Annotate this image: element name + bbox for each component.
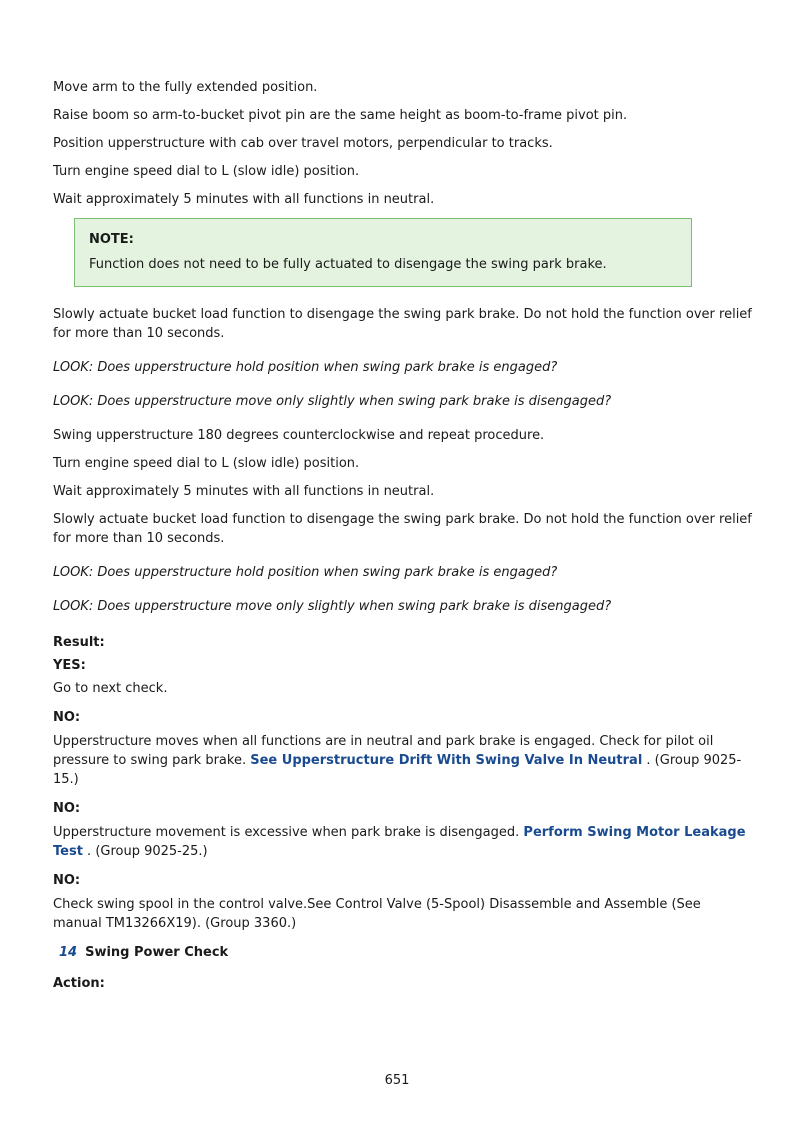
step-engine-speed: Turn engine speed dial to L (slow idle) position. — [53, 164, 360, 179]
step-extend-arm: Move arm to the fully extended position. — [53, 80, 318, 95]
yes-text: Go to next check. — [53, 681, 168, 696]
no-label-3: NO: — [53, 873, 81, 888]
step-raise-boom: Raise boom so arm-to-bucket pivot pin are the same height as boom-to-frame pivot pin. — [53, 108, 628, 123]
yes-label: YES: — [53, 658, 86, 673]
swing-motor-leakage-link[interactable]: Perform Swing Motor Leakage Test — [53, 825, 746, 859]
step-swing-180: Swing upperstructure 180 degrees counterclockwise and repeat procedure. — [53, 428, 545, 443]
note-text: Function does not need to be fully actuated to disengage the swing park brake. — [89, 257, 607, 272]
look-move-slightly-2: LOOK: Does upperstructure move only slightly when swing park brake is disengaged? — [53, 599, 612, 614]
no-label-2: NO: — [53, 801, 81, 816]
step-actuate-bucket: Slowly actuate bucket load function to disengage the swing park brake. Do not hold the function over relief for more than 10 seconds. — [53, 307, 752, 341]
section-heading — [59, 943, 753, 962]
no-text-1-suffix: . (Group 9025-15.) — [53, 753, 742, 787]
no-text-2-suffix: . (Group 9025-25.) — [82, 844, 208, 859]
step-engine-speed-2: Turn engine speed dial to L (slow idle) position. — [53, 456, 360, 471]
step-position-upperstructure: Position upperstructure with cab over travel motors, perpendicular to tracks. — [53, 136, 553, 151]
section-title: Swing Power Check — [85, 945, 229, 960]
no-label-1: NO: — [53, 710, 81, 725]
no-text-1-body: Upperstructure moves when all functions are in neutral and park brake is engaged. Check for pilot oil pressure to swing park brake. — [53, 734, 714, 768]
action-label: Action: — [53, 976, 105, 991]
step-wait-2: Wait approximately 5 minutes with all functions in neutral. — [53, 484, 435, 499]
no-text-1 — [53, 732, 753, 789]
note-title: NOTE: — [89, 232, 134, 247]
no-text-2 — [53, 823, 753, 861]
no-text-3: Check swing spool in the control valve.See Control Valve (5-Spool) Disassemble and Assemble (See manual TM13266X19). (Group 3360.) — [53, 897, 701, 931]
result-label: Result: — [53, 635, 105, 650]
page-number: 651 — [384, 1073, 410, 1088]
step-actuate-bucket-2: Slowly actuate bucket load function to disengage the swing park brake. Do not hold the function over relief for more than 10 seconds. — [53, 512, 752, 546]
section-number: 14 — [59, 945, 78, 960]
look-hold-position: LOOK: Does upperstructure hold position when swing park brake is engaged? — [53, 360, 558, 375]
step-wait: Wait approximately 5 minutes with all functions in neutral. — [53, 192, 435, 207]
look-move-slightly: LOOK: Does upperstructure move only slightly when swing park brake is disengaged? — [53, 394, 612, 409]
document-body — [53, 78, 753, 993]
look-hold-position-2: LOOK: Does upperstructure hold position when swing park brake is engaged? — [53, 565, 558, 580]
no-text-2-body: Upperstructure movement is excessive when park brake is disengaged. — [53, 825, 520, 840]
note-box — [74, 218, 692, 287]
upperstructure-drift-link[interactable]: See Upperstructure Drift With Swing Valve In Neutral — [250, 753, 643, 768]
